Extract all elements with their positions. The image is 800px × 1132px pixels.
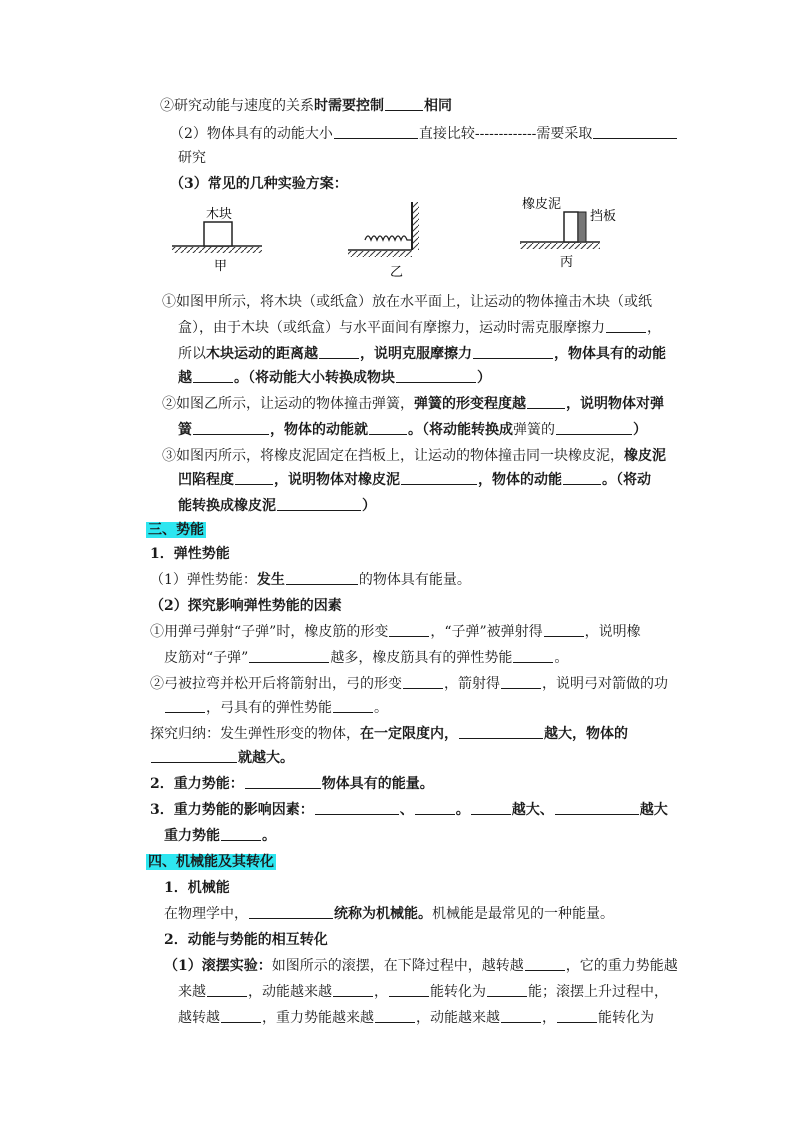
fill-blank[interactable] <box>593 124 677 139</box>
elastic-exp1-line2 <box>164 648 568 668</box>
text-bold: 木块运动的距离越 <box>206 346 318 362</box>
label-jia: 甲 <box>214 259 228 274</box>
exp1-line3 <box>178 344 666 364</box>
text-bold: 2．重力势能： <box>150 776 244 792</box>
pendulum-line3 <box>178 1008 654 1028</box>
line-kinetic-compare <box>170 124 678 144</box>
fill-blank[interactable] <box>606 318 646 333</box>
text-bold: 、 <box>399 802 414 818</box>
fill-blank[interactable] <box>249 904 333 919</box>
text: ③如图丙所示，将橡皮泥固定在挡板上，让运动的物体撞击同一块橡皮泥， <box>162 448 624 464</box>
baffle-label: 挡板 <box>590 209 617 224</box>
text-bold: 越大 <box>639 802 668 818</box>
text: ，箭射得 <box>444 676 500 692</box>
ground-hatch <box>348 251 412 257</box>
text: 皮筋对“子弹” <box>164 650 249 666</box>
fill-blank[interactable] <box>556 420 632 435</box>
text: 探究归纳：发生弹性形变的物体， <box>150 726 360 742</box>
plasticine <box>564 212 578 242</box>
text: ②研究动能与速度的关系 <box>160 98 314 114</box>
text: 弹簧的 <box>513 422 555 438</box>
text-bold: 相同 <box>424 98 452 114</box>
heading-elastic: 1．弹性势能 <box>150 546 230 562</box>
fill-blank[interactable] <box>375 1008 415 1023</box>
plasticine-label: 橡皮泥 <box>522 197 562 212</box>
fill-blank[interactable] <box>221 826 261 841</box>
wood-label: 木块 <box>206 207 233 222</box>
fill-blank[interactable] <box>151 748 237 763</box>
text: ②弓被拉弯并松开后将箭射出，弓的形变 <box>150 676 402 692</box>
pendulum-line2 <box>178 982 668 1002</box>
text-bold: ，物体的动能就 <box>270 422 368 438</box>
text-bold: ，物体的动能 <box>478 472 562 488</box>
fill-blank[interactable] <box>245 774 321 789</box>
text: 越多，橡皮筋具有的弹性势能 <box>330 650 513 666</box>
fill-blank[interactable] <box>459 724 543 739</box>
exp1-line4 <box>178 368 491 388</box>
text-bold: 在一定限度内， <box>360 726 458 742</box>
text: 盒），由于木块（或纸盒）与水平面间有摩擦力，运动时需克服摩擦力 <box>178 320 605 336</box>
text-bold: 。（将动 <box>602 472 651 488</box>
figure-yi <box>348 202 419 280</box>
text-bold: 凹陷程度 <box>178 472 234 488</box>
text-bold: ，说明物体对橡皮泥 <box>274 472 400 488</box>
text-bold: 能转换成橡皮泥 <box>178 498 276 514</box>
fill-blank[interactable] <box>473 344 553 359</box>
heading-gravity-factors <box>150 800 668 820</box>
text-bold: 。（将动能转换成 <box>408 422 513 438</box>
fill-blank[interactable] <box>221 1008 261 1023</box>
exp2-line2 <box>178 420 647 440</box>
baffle <box>578 212 586 242</box>
figure-bing <box>520 196 616 270</box>
fill-blank[interactable] <box>315 800 399 815</box>
exp3-line1 <box>162 446 666 466</box>
heading-elastic-factors: （2）探究影响弹性势能的因素 <box>150 598 342 614</box>
fill-blank[interactable] <box>527 394 565 409</box>
text-bold: 物体具有的能量。 <box>321 776 434 792</box>
fill-blank[interactable] <box>501 674 541 689</box>
text: ①用弹弓弹射“子弹”时，橡皮筋的形变 <box>150 624 389 640</box>
fill-blank[interactable] <box>471 800 511 815</box>
text-bold: ） <box>477 370 491 386</box>
text-bold: 统称为机械能。 <box>334 906 432 922</box>
text: 如图所示的滚摆，在下降过程中，越转越 <box>271 958 524 974</box>
line-speed-control <box>160 96 452 116</box>
text: （1）弹性势能： <box>150 572 257 588</box>
wall-hatch <box>413 202 419 250</box>
text: ，动能越来越 <box>416 1010 500 1026</box>
text-bold: ，物体具有的动能 <box>554 346 666 362</box>
fill-blank[interactable] <box>389 622 429 637</box>
line-elastic-def <box>150 570 471 590</box>
text-bold: 橡皮泥 <box>624 448 666 464</box>
heading-conversion: 2．动能与势能的相互转化 <box>164 932 328 948</box>
spring <box>365 236 412 240</box>
figure-jia <box>172 206 262 274</box>
fill-blank[interactable] <box>415 800 455 815</box>
exp3-line2 <box>178 470 651 490</box>
elastic-summary-line1 <box>150 724 628 744</box>
text: 能转化为 <box>430 984 486 1000</box>
fill-blank[interactable] <box>513 648 553 663</box>
pendulum-line1 <box>164 956 678 976</box>
line-research <box>178 148 206 168</box>
fill-blank[interactable] <box>389 982 429 997</box>
text-bold: 。（将动能大小转换成物块 <box>234 370 395 386</box>
text: ， <box>374 984 388 1000</box>
text-bold: 重力势能 <box>164 828 220 844</box>
fill-blank[interactable] <box>277 496 361 511</box>
fill-blank[interactable] <box>403 674 443 689</box>
text: 能转化为 <box>598 1010 654 1026</box>
fill-blank[interactable] <box>563 470 601 485</box>
line-schemes-heading: （3）常见的几种实验方案： <box>170 176 348 192</box>
exp2-line1 <box>162 394 664 414</box>
text-bold: 。 <box>262 828 276 844</box>
fill-blank[interactable] <box>385 96 423 111</box>
text: 。 <box>554 650 569 666</box>
fill-blank[interactable] <box>501 1008 541 1023</box>
heading-gravity <box>150 774 434 794</box>
fill-blank[interactable] <box>334 124 418 139</box>
fill-blank[interactable] <box>555 800 639 815</box>
text: 所以 <box>178 346 206 362</box>
text-bold: ） <box>362 498 376 514</box>
text: ，说明弓对箭做的功 <box>542 676 668 692</box>
heading-mechanical: 1．机械能 <box>164 880 230 896</box>
text: ，“子弹”被弹射得 <box>430 624 543 640</box>
text-bold: 越大，物体的 <box>544 726 628 742</box>
text: 来越 <box>178 984 206 1000</box>
text-bold: 越大、 <box>511 802 554 818</box>
fill-blank[interactable] <box>193 368 233 383</box>
elastic-exp2-line2 <box>164 698 388 718</box>
section-title-potential <box>146 520 206 540</box>
fill-blank[interactable] <box>235 470 273 485</box>
text-bold: 越 <box>178 370 192 386</box>
elastic-summary-line2 <box>150 748 294 768</box>
text: 越转越 <box>178 1010 220 1026</box>
text: 能；滚摆上升过程中， <box>528 984 668 1000</box>
fill-blank[interactable] <box>369 420 407 435</box>
fill-blank[interactable] <box>319 344 359 359</box>
ground-hatch <box>520 243 600 249</box>
text-bold: （1）滚摆实验： <box>164 958 272 974</box>
text: 在物理学中， <box>164 906 248 922</box>
experiment-figures <box>160 190 630 280</box>
fill-blank[interactable] <box>396 368 476 383</box>
exp1-line2 <box>178 318 661 338</box>
section-title: 四、机械能及其转化 <box>148 854 274 870</box>
text: 。 <box>374 700 388 716</box>
text: ，弓具有的弹性势能 <box>206 700 332 716</box>
text: 研究 <box>178 150 206 166</box>
line-mechanical-def <box>164 904 614 924</box>
fill-blank[interactable] <box>401 470 477 485</box>
text-bold: 就越大。 <box>238 750 294 766</box>
gravity-factors-line2 <box>164 826 276 846</box>
elastic-exp2-line1 <box>150 674 668 694</box>
fill-blank[interactable] <box>207 982 247 997</box>
text-bold: ，说明克服摩擦力 <box>360 346 472 362</box>
fill-blank[interactable] <box>249 648 329 663</box>
text-bold: 发生 <box>256 572 285 588</box>
text: ，重力势能越来越 <box>262 1010 374 1026</box>
text-bold: 时需要控制 <box>314 98 384 114</box>
fill-blank[interactable] <box>286 570 358 585</box>
fill-blank[interactable] <box>165 698 205 713</box>
text: ， <box>647 320 661 336</box>
text: （2）物体具有的动能大小 <box>170 126 333 142</box>
wood-block <box>204 222 232 246</box>
fill-blank[interactable] <box>557 1008 597 1023</box>
fill-blank[interactable] <box>333 982 373 997</box>
text: ，它的重力势能越 <box>565 958 678 974</box>
text-bold: 。 <box>455 802 470 818</box>
fill-blank[interactable] <box>333 698 373 713</box>
text: 机械能是最常见的一种能量。 <box>432 906 614 922</box>
text-bold: 弹簧的形变程度越 <box>414 396 526 412</box>
fill-blank[interactable] <box>544 622 584 637</box>
text: 的物体具有能量。 <box>358 572 471 588</box>
section-title: 三、势能 <box>148 522 204 538</box>
exp1-line1: ①如图甲所示，将木块（或纸盒）放在水平面上，让运动的物体撞击木块（或纸 <box>162 294 652 310</box>
text: 直接比较-------------需要采取 <box>418 126 593 142</box>
text: ，说明橡 <box>584 624 641 640</box>
exp3-line3 <box>178 496 376 516</box>
text-bold: ） <box>633 422 647 438</box>
text-bold: 3．重力势能的影响因素： <box>150 802 314 818</box>
elastic-exp1-line1 <box>150 622 641 642</box>
label-yi: 乙 <box>390 265 404 280</box>
section-title-mechanical <box>146 852 276 872</box>
ground-hatch <box>172 247 262 253</box>
text-bold: ，说明物体对弹 <box>566 396 664 412</box>
text-bold: 簧 <box>178 422 192 438</box>
text: ②如图乙所示，让运动的物体撞击弹簧， <box>162 396 414 412</box>
text: ， <box>542 1010 556 1026</box>
fill-blank[interactable] <box>525 956 565 971</box>
fill-blank[interactable] <box>487 982 527 997</box>
fill-blank[interactable] <box>193 420 269 435</box>
label-bing: 丙 <box>560 255 574 270</box>
text: ，动能越来越 <box>248 984 332 1000</box>
